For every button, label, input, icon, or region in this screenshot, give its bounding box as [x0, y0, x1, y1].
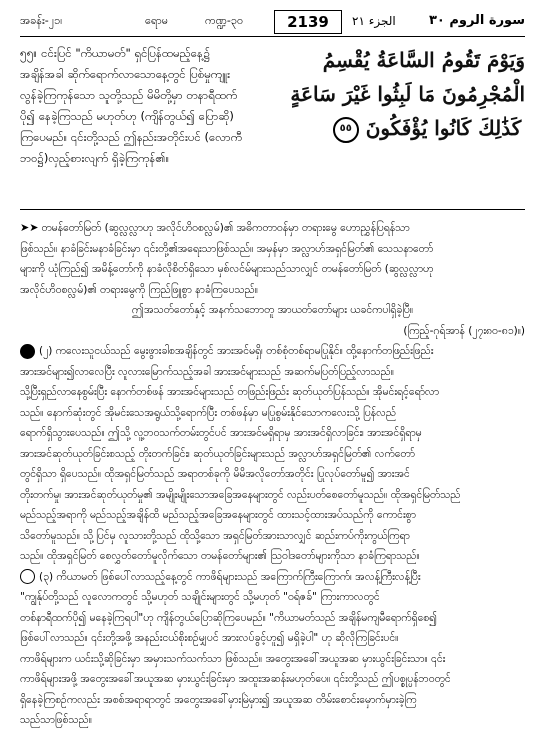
- commentary-line: (၃) ကိယာမတ် ဖြစ်ပေါ်လာသည့်နေ့တွင် ကာဖိရ်များသည် အကြောက်ကြီးကြောက်၊ အလန့်ကြီးလန့်ပြီး: [20, 567, 525, 588]
- commentary-line: ကာဖိရ်များအဖို့ အတွေးအခေါ်အယူအဆ မှားယွင်းခြင်းမှာ အထူးအဆန်းမဟုတ်ပေ။ ၎င်းတို့သည် ဤပစ္စုပ္ပန်ဘဝတွင်: [20, 673, 451, 685]
- translation-line: ကြပေမည်။ ၎င်းတို့သည် ဤနည်းအတိုင်းပင် (လောကီ: [20, 130, 242, 144]
- arabic-verse-line: الْمُجْرِمُونَ مَا لَبِثُوا غَيْرَ سَاعَةٍ: [290, 82, 525, 106]
- commentary-line: ဖြစ်ပေါ်လာသည်။ ၎င်းတို့အဖို့ အနည်းငယ်စိုးစဉ်မျှပင် အားလပ်ခွင့်ဟူ၍ မရှိခဲ့ပါ" ဟု ဆိုလိုကြခြင်းပင်။: [20, 632, 399, 644]
- commentary-line: တစ်နာရီထက်ပို၍ မနေခဲ့ကြရပါ"ဟု ကျိန်တွယ်ပြောဆိုကြပေမည်။ "ကိယာမတ်သည် အချိန်မကျမီရောက်ရှိစေ၍: [20, 611, 438, 624]
- commentary-line: ➤➤ တမန်တော်မြတ် (ဆွလ္လလ္လာဟု အလိုင်ဟိဝစလ္လမ်)၏ အဓိကတာဝန်မှာ တရားမွေ ဟောညွှန်ပြရန်သာ: [20, 221, 410, 234]
- translation-line: ဘဝ၌)လှည့်စားလျက် ရှိခဲ့ကြကုန်၏။: [20, 151, 170, 165]
- commentary-line: သည်သာဖြစ်သည်။: [20, 714, 92, 726]
- commentary-line: သို့ပြီးရှည်လာနေစွမ်းပြီး နောက်တစ်ဖန် အားအင်များသည် တဖြည်းဖြည်း ဆုတ်ယုတ်ပြန်သည်။ အိုမင်းရင့်ရော်လာ: [20, 386, 440, 398]
- commentary-line: အားအင်ဆုတ်ယုတ်ခြင်းစသည့် တိုးတက်ခြင်း၊ ဆုတ်ယုတ်ခြင်းများသည် အလ္လာဟ်အရှင်မြတ်၏ လက်တော်: [20, 447, 415, 460]
- commentary-line: သည်။ နောက်ဆုံးတွင် အိုမင်းသေအရွယ်သို့ရောက်ပြီး တစ်ဖန်မှာ မပြုစွမ်းနိုင်သောကလေးသို့ ပြန်လည်: [20, 406, 397, 419]
- verse-translation: [20, 43, 320, 169]
- commentary-line: ရောက်ရှိသွားပေသည်။ ဤသို့ လူ့ဘဝသက်တမ်းတွင်ပင် အားအင်မရှိရာမှ အားအင်ရှိလာခြင်း၊ အားအင်ရှိရာမှ: [20, 427, 422, 439]
- arabic-verse-line: وَيَوْمَ تَقُومُ السَّاعَةُ يُقْسِمُ: [322, 48, 525, 72]
- surah-name-burmese: ရောမ: [145, 14, 169, 27]
- juz-label: الجزء ٢١: [352, 14, 396, 28]
- chapter-label: အခန်း-၂၁၊: [20, 14, 63, 27]
- translation-line: ၅၅။ ငင်းပြင် "ကိယာမတ်" ရှင်ပြန်ထမည့်နေ့၌: [20, 46, 211, 60]
- page-header: [20, 10, 525, 37]
- quran-page: [20, 10, 525, 726]
- footnote-marker-icon: [20, 344, 35, 359]
- verse-number: ၅၅။: [20, 46, 38, 60]
- arrow-icon: ➤➤: [20, 221, 39, 234]
- footnote-marker-icon: [20, 569, 35, 584]
- commentary-line: ကာဖိရ်များက ယင်းသို့ဆိုခြင်းမှာ အမှားသက်သက်သာ ဖြစ်သည်။ အတွေးအခေါ်အယူအဆ မှားယွင်းခြင်းသာ။ ၎င်း: [20, 652, 446, 665]
- commentary-line: တိုးတက်မှု၊ အားအင်ဆုတ်ယုတ်မှု၏ အမျိုးမျိုးသောအခြေအနေများတွင် လည်းပတ်စေတော်မူသည်။ ထိုအရှင်မြတ်သည်: [20, 488, 461, 501]
- arabic-verse-line: كَذَٰلِكَ كَانُوا يُؤْفَكُونَ ٥٥: [329, 111, 525, 145]
- translation-line: ပို၍ နေခဲ့ကြသည် မဟုတ်ဟု (ကျိန်တွယ်၍ ပြောဆို): [20, 109, 234, 123]
- commentary-line: (၂) ကလေးသူငယ်သည် မွေးဖွားခါစအချိန်တွင် အားအင်မရှိ၊ တစ်စုံတစ်ရာမပြုနိုင်။ ထို့နောက်တဖြည်းဖြည်း: [20, 341, 525, 362]
- commentary-line: မည်သည့်အရာကို မည်သည့်အချိန်ထိ မည်သည့်အခြေအနေများတွင် ထားသင့်ထားအပ်သည်ကို ကောင်းစွာ: [20, 509, 416, 521]
- commentary-line: အလိုင်ဟိဝစလ္လမ်)၏ တရားမွေကို ကြည်ဖြူစွာ နာခံကြပေသည်။: [20, 283, 258, 296]
- commentary-line: သိတော်မူသည်။ သို့ပြင်မှ လူသားတို့သည် ထိုသို့သော အရှင်မြတ်အားသာလျှင် ဆည်းကပ်ကိုးကွယ်ကြရာ: [20, 529, 410, 542]
- commentary-line: သည်။ ထိုအရှင်မြတ် စေလွှတ်တော်မူလိုက်သော တမန်တော်များ၏ သြဝါဒတော်များကိုသာ နာခံကြရာသည်။: [20, 550, 420, 562]
- surah-name-arabic: سورة الروم ٣٠: [428, 13, 525, 28]
- commentary-line: ဤအသတ်တော်နှင့် အနက်သဘောတူ အာယတ်တော်များ ယခင်ကပါရှိခဲ့ပြီ။: [131, 304, 414, 316]
- commentary-line: ရှိနေခဲ့ကြစဉ်ကလည်း အစစ်အရာရာတွင် အတွေးအခေါ်မှားမြဲမှား၍ အယူအဆ တိမ်းစောင်းမှောက်မှားခဲ့ကြ: [20, 693, 417, 706]
- section-label: ကဏ္ဍ-၃၀: [205, 14, 244, 27]
- translation-line: လွန်ခဲ့ကြကုန်သော သူတို့သည် မိမိတို့မှာ တနာရီထက်: [20, 88, 238, 102]
- commentary-line: ဖြစ်သည်။ နာခံခြင်းမနာခံခြင်းမှာ ၎င်းတို့၏အရေးသာဖြစ်သည်။ အမှန်မှာ အလ္လာဟ်အရှင်မြတ်၏ သေသနာတော်: [20, 242, 434, 255]
- commentary-line: "ကျွန်ုပ်တို့သည် လူလောကတွင် သို့မဟုတ် သချိုင်းများတွင် သို့မဟုတ် "ဝရ်ဇခ်" ကြားကာလတွင်: [20, 591, 380, 603]
- verse-section: [20, 37, 525, 210]
- ayah-number-marker: ٥٥: [333, 117, 359, 143]
- page-number: 2139: [274, 10, 342, 34]
- translation-line: အချိန်အခါ ဆိုက်ရောက်လာသောနေ့တွင် ပြစ်မှုကျူး: [20, 67, 231, 81]
- commentary-line: တွင်ရှိသာ ရှိပေသည်။ ထိုအရှင်မြတ်သည် အရာတစ်ခုကို မိမိအလိုတော်အတိုင်း ပြုလုပ်တော်မူ၍ အားအင်: [20, 468, 410, 480]
- commentary-line: များကို ယုံကြည်၍ အမိန့်တော်ကို နာခံလိုစိတ်ရှိသော မှစ်လင်မ်များသည်သာလျှင် တမန်တော်မြတ် (ဆွလ္လလ္လာဟု: [20, 263, 434, 275]
- commentary: [20, 210, 525, 731]
- arabic-verse: [290, 43, 525, 203]
- reference-line: (ကြည့်-ဂုရ်အာန် (၂၇း၈၀-၈၁)။): [403, 324, 525, 337]
- commentary-line: အားအင်များ၍လာလေပြီး လူလားမြောက်သည့်အခါ အားအင်များသည် အဆက်မပြတ်ပြည့်လာသည်။: [20, 365, 394, 378]
